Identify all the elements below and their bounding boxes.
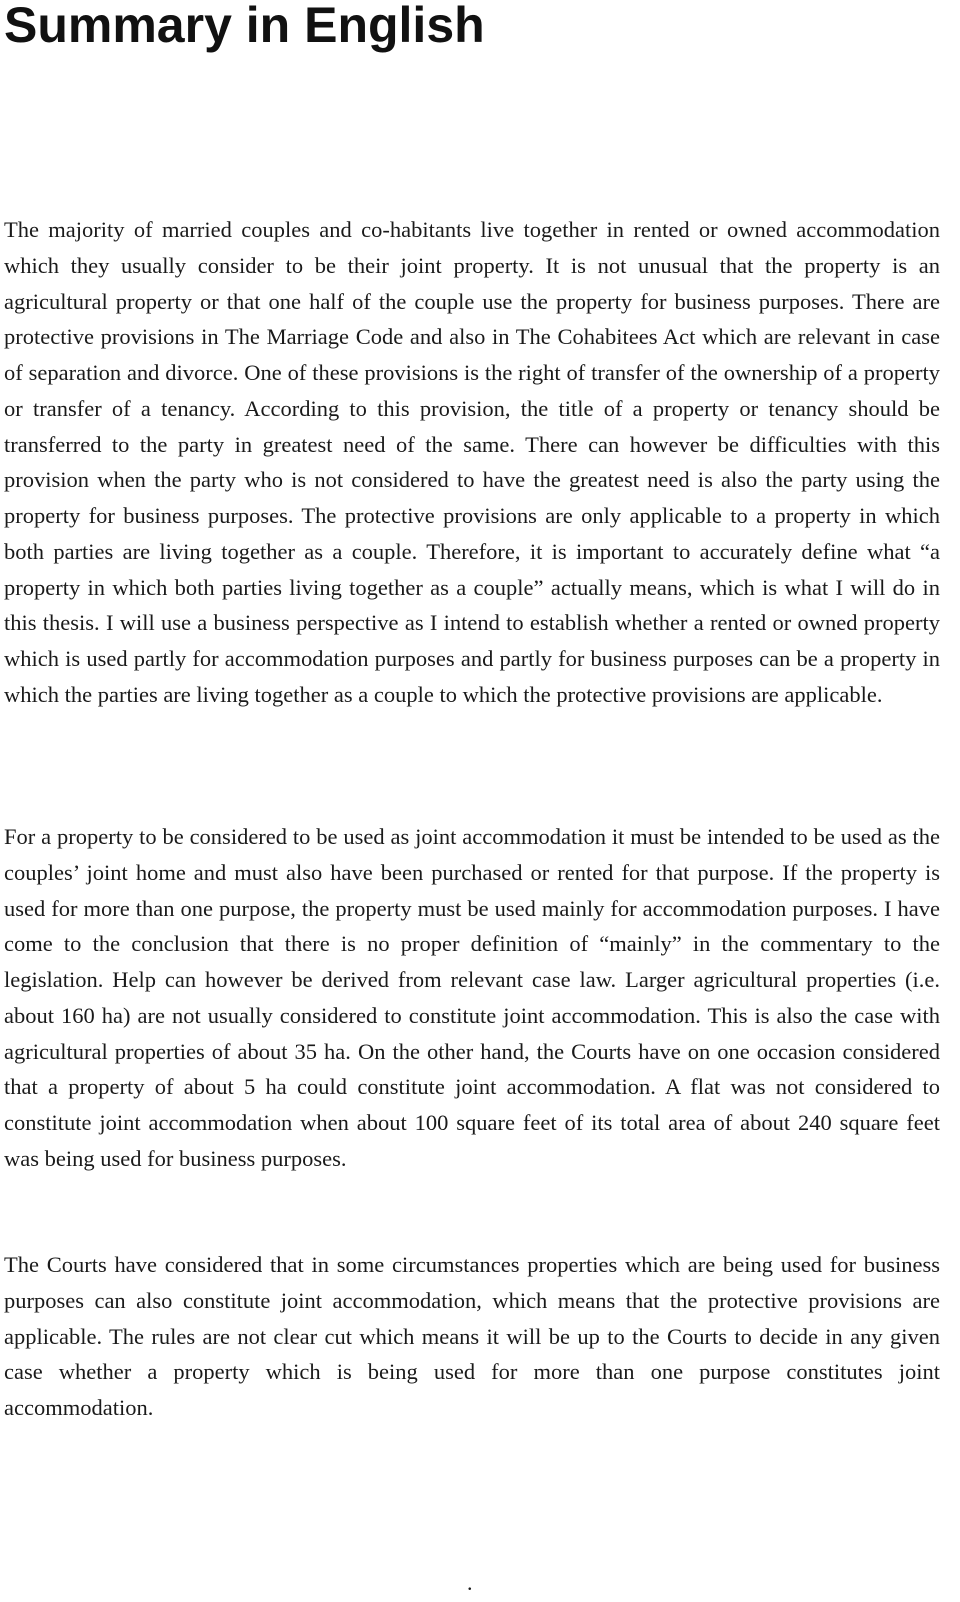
paragraph-3: The Courts have considered that in some circumstances properties which are being used for business purposes can also constitute joint accommodation, which means that the protective provisions are applicable. The rules are not clear cut which means it will be up to the Courts to decide in any given case whether a property which is being used for more than one purpose constitutes joint accommodation. xyxy=(4,1252,940,1420)
page-mark: . xyxy=(467,1570,473,1595)
paragraph-1: The majority of married couples and co-habitants live together in rented or owned accommodation which they usually consider to be their joint property. It is not unusual that the property is an agricultural property or that one half of the couple use the property for business purposes. There are protective provisions in The Marriage Code and also in The Cohabitees Act which are relevant in case of separation and divorce. One of these provisions is the right of transfer of the ownership of a property or transfer of a tenancy. According to this provision, the title of a property or tenancy should be transferred to the party in greatest need of the same. There can however be difficulties with this provision when the party who is not considered to have the greatest need is also the party using the property for business purposes. The protective provisions are only applicable to a property in which both parties are living together as a couple. Therefore, it is important to accurately define what “a property in which both parties living together as a couple” actually means, which is what I will do in this thesis. I will use a business perspective as I intend to establish whether a rented or owned property which is used partly for accommodation purposes and partly for business purposes can be a property in which the parties are living together as a couple to which the protective provisions are applicable. xyxy=(4,217,940,707)
paragraph-2: For a property to be considered to be used as joint accommodation it must be intended to be used as the couples’ joint home and must also have been purchased or rented for that purpose. If the property is used for more than one purpose, the property must be used mainly for accommodation purposes. I have come to the conclusion that there is no proper definition of “mainly” in the commentary to the legislation. Help can however be derived from relevant case law. Larger agricultural properties (i.e. about 160 ha) are not usually considered to constitute joint accommodation. This is also the case with agricultural properties of about 35 ha. On the other hand, the Courts have on one occasion considered that a property of about 5 ha could constitute joint accommodation. A flat was not considered to constitute joint accommodation when about 100 square feet of its total area of about 240 square feet was being used for business purposes. xyxy=(4,824,940,1171)
page-title: Summary in English xyxy=(4,0,485,53)
